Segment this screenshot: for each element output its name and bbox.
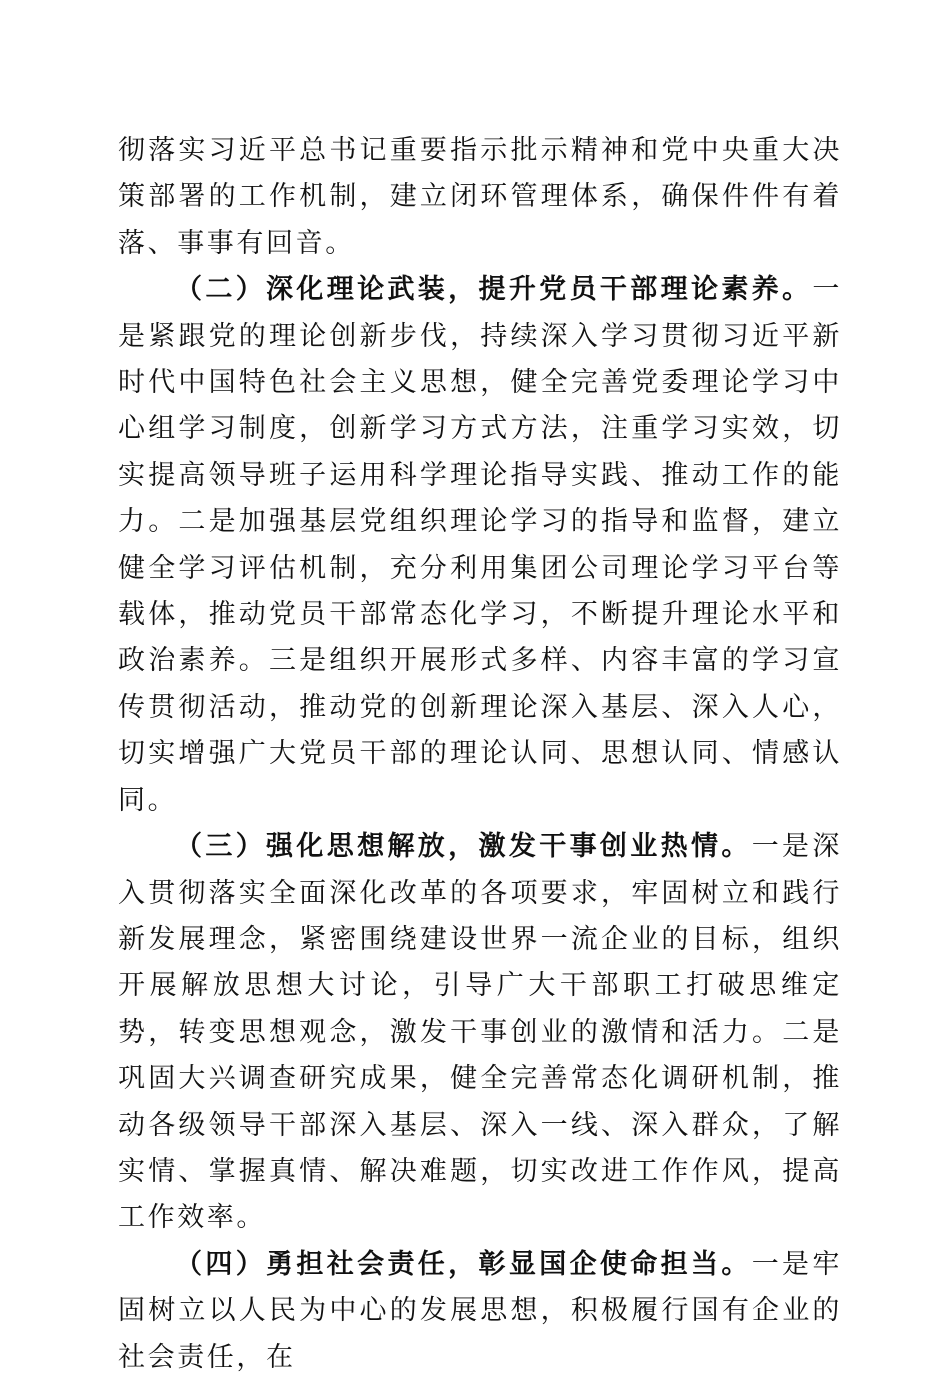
paragraph-section-2 bbox=[118, 267, 842, 824]
section-heading: （四）勇担社会责任，彰显国企使命担当。 bbox=[175, 1248, 752, 1280]
section-heading: （三）强化思想解放，激发干事创业热情。 bbox=[175, 831, 752, 863]
paragraph-body: 彻落实习近平总书记重要指示批示精神和党中央重大决策部署的工作机制，建立闭环管理体系，确保件件有着落、事事有回音。 bbox=[118, 135, 842, 259]
paragraph-section-3 bbox=[118, 824, 842, 1242]
section-heading: （二）深化理论武装，提升党员干部理论素养。 bbox=[175, 274, 813, 306]
paragraph-body: 一是紧跟党的理论创新步伐，持续深入学习贯彻习近平新时代中国特色社会主义思想，健全完善党委理论学习中心组学习制度，创新学习方式方法，注重学习实效，切实提高领导班子运用科学理论指导实践、推动工作的能力。二是加强基层党组织理论学习的指导和监督，建立健全学习评估机制，充分利用集团公司理论学习平台等载体，推动党员干部常态化学习，不断提升理论水平和政治素养。三是组织开展形式多样、内容丰富的学习宣传贯彻活动，推动党的创新理论深入基层、深入人心，切实增强广大党员干部的理论认同、思想认同、情感认同。 bbox=[118, 274, 842, 816]
document-body bbox=[118, 128, 842, 1381]
paragraph-continuation bbox=[118, 128, 842, 267]
paragraph-section-4 bbox=[118, 1242, 842, 1381]
paragraph-body: 一是深入贯彻落实全面深化改革的各项要求，牢固树立和践行新发展理念，紧密围绕建设世界一流企业的目标，组织开展解放思想大讨论，引导广大干部职工打破思维定势，转变思想观念，激发干事创业的激情和活力。二是巩固大兴调查研究成果，健全完善常态化调研机制，推动各级领导干部深入基层、深入一线、深入群众，了解实情、掌握真情、解决难题，切实改进工作作风，提高工作效率。 bbox=[118, 831, 842, 1234]
paragraph-body: 一是牢固树立以人民为中心的发展思想，积极履行国有企业的社会责任，在 bbox=[118, 1248, 842, 1373]
